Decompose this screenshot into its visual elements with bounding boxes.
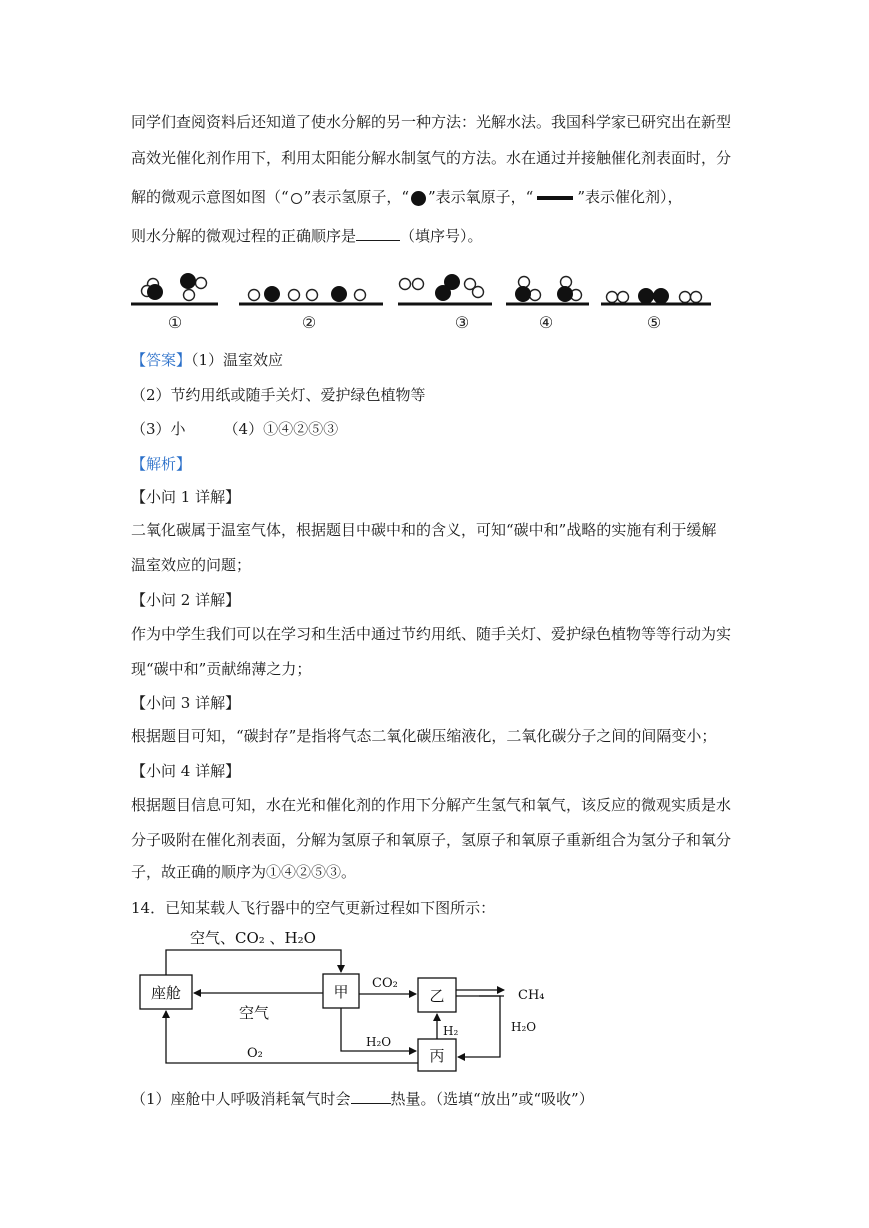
answer-4: （4）①④②⑤③ <box>223 420 339 438</box>
analysis-q4-line-2: 分子吸附在催化剂表面，分解为氢原子和氧原子，氢原子和氧原子重新组合为氢分子和氧分 <box>131 831 732 849</box>
co2-label: CO₂ <box>372 976 398 991</box>
question-text-line-4 <box>131 226 483 246</box>
question-14-sub-1 <box>131 1089 594 1109</box>
air-return-label: 空气 <box>239 1004 270 1022</box>
analysis-q2-line-2: 现“碳中和”贡献绵薄之力； <box>131 660 312 678</box>
analysis-q1-line-1: 二氧化碳属于温室气体，根据题目中碳中和的含义，可知“碳中和”战略的实施有利于缓解 <box>131 521 717 539</box>
question-text-part: 则水分解的微观过程的正确顺序是 <box>131 227 357 245</box>
analysis-q2-line-1: 作为中学生我们可以在学习和生活中通过节约用纸、随手关灯、爱护绿色植物等等行动为实 <box>131 625 732 643</box>
answer-tag: 【答案】 <box>131 351 192 369</box>
cabin-label: 座舱 <box>150 984 182 1002</box>
analysis-q3-line-1: 根据题目可知，“碳封存”是指将气态二氧化碳压缩液化，二氧化碳分子之间的间隔变小； <box>131 727 717 745</box>
jia-label: 甲 <box>333 983 349 1001</box>
figure-label-5: ⑤ <box>646 313 662 332</box>
question-text-line-3 <box>131 187 683 207</box>
figure-label-4: ④ <box>538 313 554 332</box>
answer-blank <box>351 1089 391 1104</box>
figure-label-3: ③ <box>454 313 470 332</box>
analysis-tag: 【解析】 <box>131 455 192 473</box>
legend-text-c: ”表示氧原子，“ <box>428 188 534 206</box>
h2o-right-label: H₂O <box>511 1020 537 1034</box>
subquestion-3-heading: 【小问 3 详解】 <box>131 694 241 712</box>
ch4-label: CH₄ <box>518 988 545 1003</box>
water-decomposition-diagram <box>125 262 725 334</box>
subquestion-4-heading: 【小问 4 详解】 <box>131 762 241 780</box>
figure-label-1: ① <box>167 313 183 332</box>
bing-label: 丙 <box>429 1047 445 1065</box>
analysis-q1-line-2: 温室效应的问题； <box>131 556 252 574</box>
question-text-line-2: 高效光催化剂作用下，利用太阳能分解水制氢气的方法。水在通过并接触催化剂表面时，分 <box>131 149 732 167</box>
question-text-line-1: 同学们查阅资料后还知道了使水分解的另一种方法：光解水法。我国科学家已研究出在新型 <box>131 113 732 131</box>
yi-label: 乙 <box>429 987 445 1005</box>
answer-line-1 <box>131 350 283 370</box>
air-renewal-flow-diagram <box>130 922 570 1072</box>
analysis-q4-line-3: 子，故正确的顺序为①④②⑤③。 <box>131 863 357 881</box>
oxygen-atom-icon <box>411 191 426 206</box>
answer-2: （2）节约用纸或随手关灯、爱护绿色植物等 <box>131 386 426 404</box>
legend-text-a: 解的微观示意图如图（“ <box>131 188 289 206</box>
h2o-left-label: H₂O <box>366 1035 392 1049</box>
legend-text-d: ”表示催化剂）， <box>577 188 683 206</box>
subquestion-2-heading: 【小问 2 详解】 <box>131 591 241 609</box>
question-text-part: 热量。（选填“放出”或“吸收”） <box>390 1090 594 1108</box>
analysis-q4-line-1: 根据题目信息可知，水在光和催化剂的作用下分解产生氢气和氧气，该反应的微观实质是水 <box>131 796 732 814</box>
answer-line-3 <box>131 419 338 439</box>
answer-blank <box>356 226 400 241</box>
top-flow-label: 空气、CO₂ 、H₂O <box>190 929 316 947</box>
legend-text-b: ”表示氢原子，“ <box>303 188 410 206</box>
figure-label-2: ② <box>301 313 317 332</box>
answer-3: （3）小 <box>131 420 186 438</box>
question-text-part: （1）座舱中人呼吸消耗氧气时会 <box>131 1090 351 1108</box>
question-text-part: （填序号）。 <box>400 227 483 245</box>
subquestion-1-heading: 【小问 1 详解】 <box>131 488 241 506</box>
o2-label: O₂ <box>247 1046 263 1061</box>
hydrogen-atom-icon <box>291 193 302 204</box>
answer-1: （1）温室效应 <box>191 351 284 369</box>
h2-label: H₂ <box>443 1024 459 1038</box>
question-14-stem: 14．已知某载人飞行器中的空气更新过程如下图所示： <box>131 899 496 917</box>
catalyst-icon <box>537 196 573 200</box>
